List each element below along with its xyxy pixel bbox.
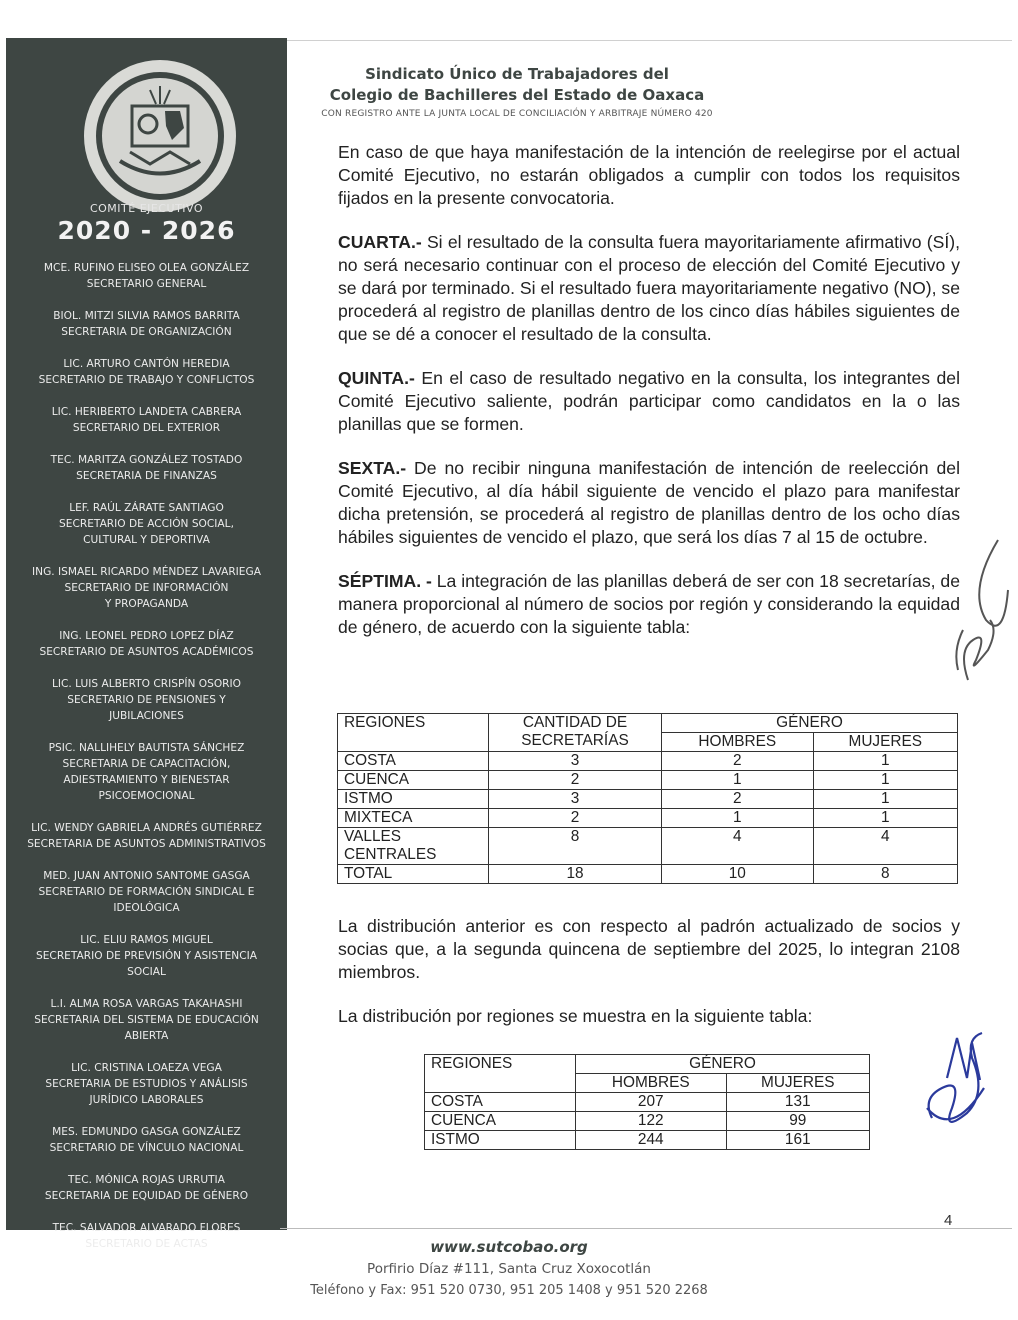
table-row bbox=[338, 771, 958, 790]
phone-numbers: Teléfono y Fax: 951 520 0730, 951 205 1408 y 951 520 2268 bbox=[310, 1283, 708, 1298]
committee-member bbox=[6, 404, 287, 436]
member-role: SECRETARIA DE ASUNTOS ADMINISTRATIVOS bbox=[27, 838, 266, 850]
cell-hombres: 2 bbox=[662, 790, 814, 809]
cell-region: TOTAL bbox=[338, 865, 489, 884]
committee-member bbox=[6, 564, 287, 612]
handwritten-signature-blue bbox=[912, 1018, 1002, 1148]
cell-hombres: 122 bbox=[576, 1112, 727, 1131]
member-name: LEF. RAÚL ZÁRATE SANTIAGO bbox=[69, 502, 224, 514]
member-name: ING. LEONEL PEDRO LOPEZ DÍAZ bbox=[59, 630, 234, 642]
website-link[interactable]: www.sutcobao.org bbox=[430, 1238, 588, 1256]
cell-mujeres: 99 bbox=[726, 1112, 869, 1131]
member-role: SECRETARIO DE PREVISIÓN Y ASISTENCIA SOCIAL bbox=[36, 950, 257, 978]
table-row bbox=[338, 865, 958, 884]
table-header-row bbox=[338, 714, 958, 733]
committee-member bbox=[6, 1060, 287, 1108]
member-name: LIC. LUIS ALBERTO CRISPÍN OSORIO bbox=[51, 678, 242, 690]
cell-region: COSTA bbox=[338, 752, 489, 771]
committee-member bbox=[6, 996, 287, 1044]
member-role: SECRETARIA DE CAPACITACIÓN, ADIESTRAMIENTO Y BIENESTAR PSICOEMOCIONAL bbox=[62, 758, 231, 802]
committee-years: 2020 - 2026 bbox=[57, 216, 236, 245]
cell-hombres: 2 bbox=[662, 752, 814, 771]
cell-region: MIXTECA bbox=[338, 809, 489, 828]
header-hombres: HOMBRES bbox=[662, 733, 814, 752]
clause-label: SEXTA.- bbox=[338, 458, 407, 478]
cell-mujeres: 8 bbox=[813, 865, 957, 884]
member-name: BIOL. MITZI SILVIA RAMOS BARRITA bbox=[53, 310, 240, 322]
member-role: SECRETARIO DE ACCIÓN SOCIAL, CULTURAL Y DEPORTIVA bbox=[59, 518, 234, 546]
secretariats-by-region-table bbox=[337, 713, 958, 884]
committee-member bbox=[6, 452, 287, 484]
union-name-line1: Sindicato Único de Trabajadores del bbox=[365, 65, 669, 83]
header-hombres: HOMBRES bbox=[576, 1074, 727, 1093]
clause-septima bbox=[338, 570, 960, 639]
member-role: SECRETARIO GENERAL bbox=[86, 278, 207, 290]
member-name: ING. ISMAEL RICARDO MÉNDEZ LAVARIEGA bbox=[32, 566, 261, 578]
header-cantidad: CANTIDAD DE SECRETARÍAS bbox=[489, 714, 662, 752]
cell-hombres: 207 bbox=[576, 1093, 727, 1112]
sutcobao-logo bbox=[80, 56, 240, 216]
member-name: TEC. MÓNICA ROJAS URRUTIA bbox=[68, 1174, 225, 1186]
cell-hombres: 1 bbox=[662, 771, 814, 790]
cell-mujeres: 1 bbox=[813, 771, 957, 790]
committee-member bbox=[6, 868, 287, 916]
table-row bbox=[425, 1112, 870, 1131]
member-role: SECRETARIO DE VÍNCULO NACIONAL bbox=[49, 1142, 244, 1154]
table-row bbox=[425, 1131, 870, 1150]
document-body bbox=[338, 141, 960, 660]
members-by-region-table bbox=[424, 1054, 870, 1150]
table-row bbox=[338, 752, 958, 771]
sutcobao-seal-icon bbox=[80, 56, 240, 216]
header-mujeres: MUJERES bbox=[813, 733, 957, 752]
cell-cantidad: 3 bbox=[489, 790, 662, 809]
member-name: MED. JUAN ANTONIO SANTOME GASGA bbox=[43, 870, 250, 882]
member-role: SECRETARIO DE FORMACIÓN SINDICAL E IDEOLÓGICA bbox=[38, 886, 255, 914]
member-role: SECRETARIO DE TRABAJO Y CONFLICTOS bbox=[38, 374, 255, 386]
member-name: LIC. ARTURO CANTÓN HEREDIA bbox=[63, 358, 230, 370]
table-row bbox=[338, 790, 958, 809]
committee-member bbox=[6, 932, 287, 980]
cell-region: ISTMO bbox=[338, 790, 489, 809]
cell-region: CUENCA bbox=[425, 1112, 576, 1131]
committee-member bbox=[6, 676, 287, 724]
clause-text: La integración de las planillas deberá de ser con 18 secretarías, de manera proporcional al número de socios por región y considerando la equidad de género, de acuerdo con la siguiente tabla: bbox=[338, 571, 960, 637]
clause-text: En el caso de resultado negativo en la consulta, los integrantes del Comité Ejecutivo saliente, podrán participar como candidatos en la o las planillas que se formen. bbox=[338, 368, 960, 434]
member-role: SECRETARIA DE FINANZAS bbox=[76, 470, 217, 482]
cell-mujeres: 131 bbox=[726, 1093, 869, 1112]
clause-text: Si el resultado de la consulta fuera mayoritariamente afirmativo (SÍ), no será necesario continuar con el proceso de elección del Comité Ejecutivo y se dará por terminado. Si el resultado fuera mayoritariamente negativo (NO), se procederá al registro de planillas dentro de los cinco días hábiles siguientes de que se dé a conocer el resultado de la consulta. bbox=[338, 232, 960, 344]
committee-member bbox=[6, 740, 287, 804]
member-name: TEC. SALVADOR ALVARADO FLORES bbox=[52, 1222, 241, 1234]
member-role: SECRETARIO DE INFORMACIÓN Y PROPAGANDA bbox=[64, 582, 229, 610]
member-name: PSIC. NALLIHELY BAUTISTA SÁNCHEZ bbox=[48, 742, 245, 754]
cell-mujeres: 1 bbox=[813, 752, 957, 771]
clause-sexta bbox=[338, 457, 960, 549]
table-header-row bbox=[425, 1055, 870, 1074]
clause-text: De no recibir ninguna manifestación de intención de reelección del Comité Ejecutivo, al día hábil siguiente de vencido el plazo para manifestar dicha pretensión, se procederá al registro de planillas dentro de los ocho días hábiles siguientes de vencido el plazo, que será los días 7 al 15 de octubre. bbox=[338, 458, 960, 547]
member-name: MCE. RUFINO ELISEO OLEA GONZÁLEZ bbox=[43, 262, 250, 274]
clause-label: QUINTA.- bbox=[338, 368, 415, 388]
footer bbox=[0, 1236, 1018, 1302]
committee-member bbox=[6, 1172, 287, 1204]
clause-quinta bbox=[338, 367, 960, 436]
member-name: LIC. HERIBERTO LANDETA CABRERA bbox=[51, 406, 242, 418]
letterhead bbox=[300, 64, 734, 122]
handwritten-signature-margin bbox=[928, 530, 1018, 690]
cell-mujeres: 161 bbox=[726, 1131, 869, 1150]
member-role: SECRETARIA DE ESTUDIOS Y ANÁLISIS JURÍDICO LABORALES bbox=[45, 1078, 248, 1106]
header-genero: GÉNERO bbox=[662, 714, 958, 733]
header-mujeres: MUJERES bbox=[726, 1074, 869, 1093]
committee-member bbox=[6, 628, 287, 660]
cell-mujeres: 4 bbox=[813, 828, 957, 865]
member-role: SECRETARIO DE ACTAS bbox=[85, 1238, 208, 1250]
clause-label: CUARTA.- bbox=[338, 232, 422, 252]
executive-committee-sidebar bbox=[6, 38, 287, 1250]
cell-cantidad: 8 bbox=[489, 828, 662, 865]
header-regiones: REGIONES bbox=[425, 1055, 576, 1093]
union-name-line2: Colegio de Bachilleres del Estado de Oaxaca bbox=[329, 86, 705, 104]
cell-hombres: 1 bbox=[662, 809, 814, 828]
cell-hombres: 244 bbox=[576, 1131, 727, 1150]
committee-member bbox=[6, 260, 287, 292]
registration-line: CON REGISTRO ANTE LA JUNTA LOCAL DE CONCILIACIÓN Y ARBITRAJE NÚMERO 420 bbox=[321, 109, 713, 119]
paragraph-distribution: La distribución anterior es con respecto al padrón actualizado de socios y socias que, a la segunda quincena de septiembre del 2025, lo integran 2108 miembros. bbox=[338, 916, 960, 982]
member-name: L.I. ALMA ROSA VARGAS TAKAHASHI bbox=[50, 998, 243, 1010]
cell-cantidad: 3 bbox=[489, 752, 662, 771]
cell-cantidad: 2 bbox=[489, 771, 662, 790]
table-row bbox=[425, 1093, 870, 1112]
member-role: SECRETARIA DEL SISTEMA DE EDUCACIÓN ABIERTA bbox=[34, 1014, 259, 1042]
cell-region: VALLES CENTRALES bbox=[338, 828, 489, 865]
cell-region: COSTA bbox=[425, 1093, 576, 1112]
cell-mujeres: 1 bbox=[813, 809, 957, 828]
member-name: MES. EDMUNDO GASGA GONZÁLEZ bbox=[52, 1126, 241, 1138]
address: Porfirio Díaz #111, Santa Cruz Xoxocotlán bbox=[367, 1261, 651, 1277]
cell-hombres: 10 bbox=[662, 865, 814, 884]
member-role: SECRETARIA DE ORGANIZACIÓN bbox=[61, 326, 232, 338]
paragraph-reelection: En caso de que haya manifestación de la intención de reelegirse por el actual Comité Ejecutivo, no estarán obligados a cumplir con todos los requisitos fijados en la presente convocatoria. bbox=[338, 142, 960, 208]
committee-member-list bbox=[6, 260, 287, 1268]
committee-member bbox=[6, 1124, 287, 1156]
bottom-divider bbox=[280, 1228, 1012, 1229]
paragraph-regions-intro: La distribución por regiones se muestra en la siguiente tabla: bbox=[338, 1006, 813, 1026]
table-row bbox=[338, 828, 958, 865]
document-body-continued bbox=[338, 915, 960, 1049]
cell-cantidad: 18 bbox=[489, 865, 662, 884]
member-role: SECRETARIA DE EQUIDAD DE GÉNERO bbox=[44, 1190, 249, 1202]
committee-member bbox=[6, 500, 287, 548]
member-name: TEC. MARITZA GONZÁLEZ TOSTADO bbox=[50, 454, 243, 466]
clause-label: SÉPTIMA. - bbox=[338, 571, 432, 591]
clause-cuarta bbox=[338, 231, 960, 346]
table-row bbox=[338, 809, 958, 828]
page-number: 4 bbox=[944, 1212, 953, 1229]
committee-label: COMITÉ EJECUTIVO bbox=[89, 202, 204, 215]
committee-member bbox=[6, 820, 287, 852]
cell-mujeres: 1 bbox=[813, 790, 957, 809]
committee-member bbox=[6, 308, 287, 340]
committee-member bbox=[6, 356, 287, 388]
cell-region: CUENCA bbox=[338, 771, 489, 790]
cell-cantidad: 2 bbox=[489, 809, 662, 828]
cell-region: ISTMO bbox=[425, 1131, 576, 1150]
header-genero: GÉNERO bbox=[576, 1055, 870, 1074]
header-regiones: REGIONES bbox=[338, 714, 489, 752]
member-name: LIC. ELIU RAMOS MIGUEL bbox=[80, 934, 213, 946]
member-role: SECRETARIO DE ASUNTOS ACADÉMICOS bbox=[39, 646, 254, 658]
member-name: LIC. CRISTINA LOAEZA VEGA bbox=[71, 1062, 222, 1074]
member-name: LIC. WENDY GABRIELA ANDRÉS GUTIÉRREZ bbox=[31, 822, 262, 834]
member-role: SECRETARIO DE PENSIONES Y JUBILACIONES bbox=[67, 694, 226, 722]
member-role: SECRETARIO DEL EXTERIOR bbox=[72, 422, 221, 434]
cell-hombres: 4 bbox=[662, 828, 814, 865]
